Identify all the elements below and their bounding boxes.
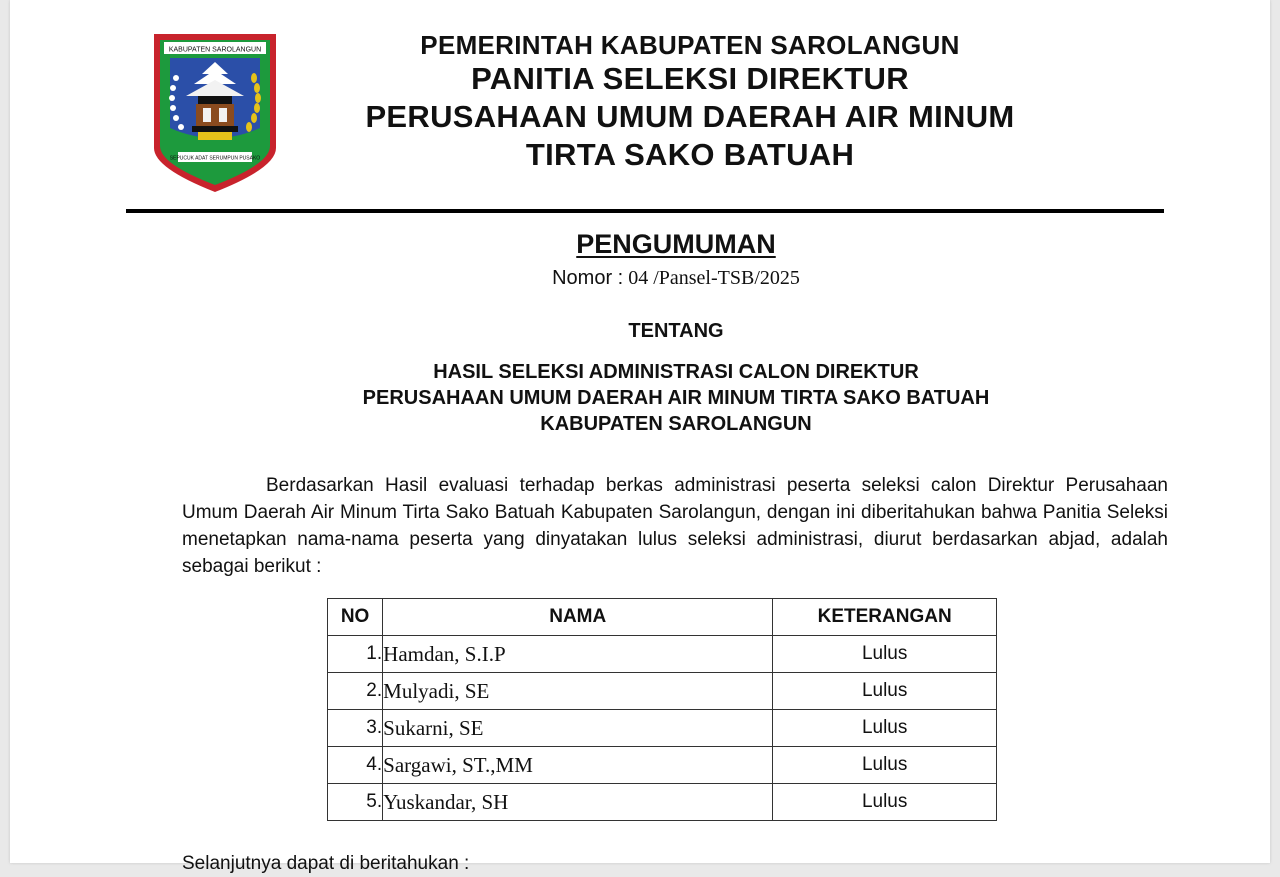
subject-line-2: PERUSAHAAN UMUM DAERAH AIR MINUM TIRTA SAKO BATUAH xyxy=(362,387,990,409)
table-row xyxy=(328,673,997,710)
svg-text:KABUPATEN SAROLANGUN: KABUPATEN SAROLANGUN xyxy=(168,46,262,54)
table-row xyxy=(328,747,997,784)
row-no: 4. xyxy=(328,747,383,784)
document-number-label: Nomor : xyxy=(552,267,624,289)
document-number xyxy=(126,265,1226,291)
table-row xyxy=(328,784,997,821)
letterhead xyxy=(310,30,1070,174)
subject-line-1: HASIL SELEKSI ADMINISTRASI CALON DIREKTUR xyxy=(433,361,919,383)
row-no: 1. xyxy=(328,636,383,673)
subject-heading xyxy=(126,359,1226,437)
document-title-text: PENGUMUMAN xyxy=(576,229,776,259)
table-header-row xyxy=(328,599,997,636)
row-keterangan: Lulus xyxy=(773,673,997,710)
header-nama: NAMA xyxy=(383,599,773,636)
row-keterangan: Lulus xyxy=(773,636,997,673)
subject-line-3: KABUPATEN SAROLANGUN xyxy=(540,413,812,435)
letterhead-line-1: PEMERINTAH KABUPATEN SAROLANGUN xyxy=(420,30,960,60)
row-nama: Hamdan, S.I.P xyxy=(383,636,773,673)
letterhead-line-3: PERUSAHAAN UMUM DAERAH AIR MINUM xyxy=(365,99,1015,134)
row-nama: Sargawi, ST.,MM xyxy=(383,747,773,784)
about-label: TENTANG xyxy=(628,320,724,342)
header-keterangan: KETERANGAN xyxy=(773,599,997,636)
svg-text:SEPUCUK ADAT SERUMPUN PUSAKO: SEPUCUK ADAT SERUMPUN PUSAKO xyxy=(169,155,261,162)
document-number-value: 04 /Pansel-TSB/2025 xyxy=(628,267,800,289)
sarolangun-regency-emblem-icon xyxy=(148,28,282,196)
letterhead-line-4: TIRTA SAKO BATUAH xyxy=(525,137,855,172)
row-no: 3. xyxy=(328,710,383,747)
row-no: 2. xyxy=(328,673,383,710)
row-keterangan: Lulus xyxy=(773,747,997,784)
table-row xyxy=(328,636,997,673)
closing-text-partial: Selanjutnya dapat di beritahukan : xyxy=(182,853,470,874)
body-paragraph: Berdasarkan Hasil evaluasi terhadap berkas administrasi peserta seleksi calon Direktur Perusahaan Umum Daerah Air Minum Tirta Sako Batuah Kabupaten Sarolangun, dengan ini diberitahukan bahwa Panitia Seleksi menetapkan nama-nama peserta yang dinyatakan lulus seleksi administrasi, diurut berdasarkan abjad, adalah sebagai berikut : xyxy=(182,475,1168,577)
row-nama: Sukarni, SE xyxy=(383,710,773,747)
results-table xyxy=(327,598,997,821)
row-keterangan: Lulus xyxy=(773,710,997,747)
document-title xyxy=(126,228,1226,260)
letterhead-divider xyxy=(126,209,1164,213)
row-keterangan: Lulus xyxy=(773,784,997,821)
row-nama: Mulyadi, SE xyxy=(383,673,773,710)
letterhead-line-2: PANITIA SELEKSI DIREKTUR xyxy=(471,61,909,96)
row-no: 5. xyxy=(328,784,383,821)
row-nama: Yuskandar, SH xyxy=(383,784,773,821)
document-page xyxy=(10,0,1270,874)
table-row xyxy=(328,710,997,747)
header-no: NO xyxy=(328,599,383,636)
